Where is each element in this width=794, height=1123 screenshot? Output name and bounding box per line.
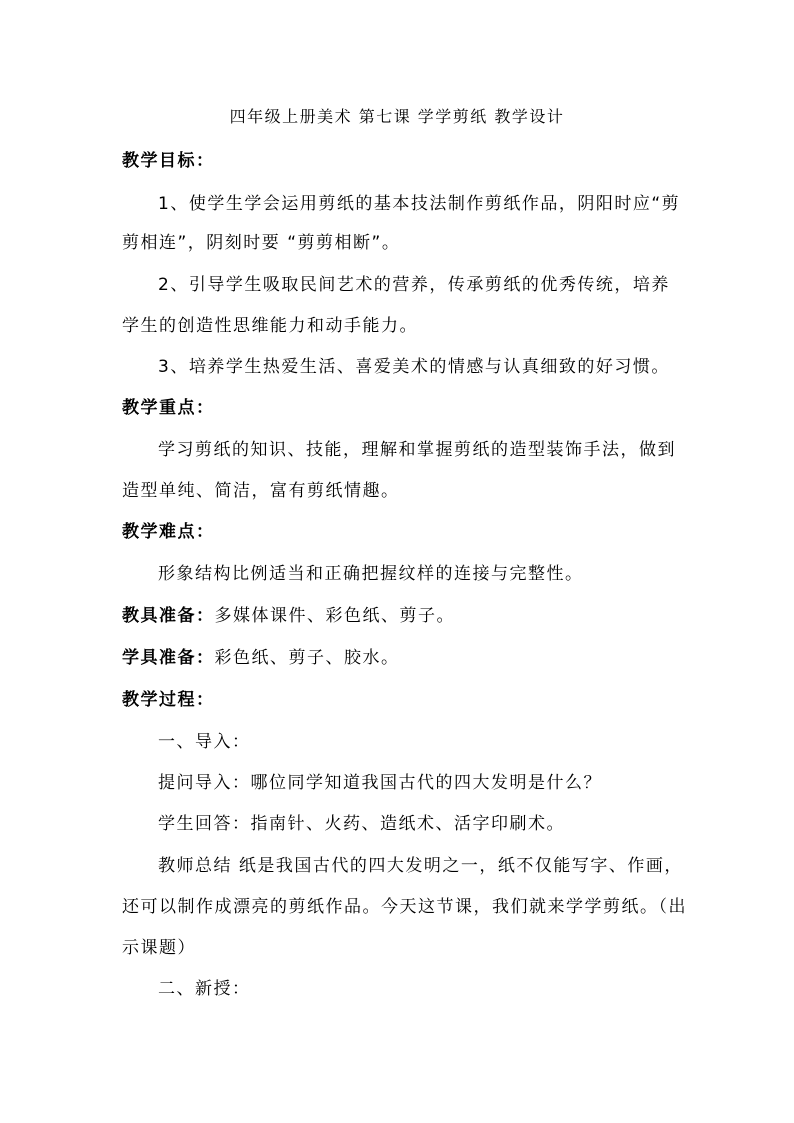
- key-points-line-2: 造型单纯、简洁，富有剪纸情趣。: [122, 481, 400, 501]
- teacher-tools-label: 教具准备：: [122, 606, 215, 626]
- key-points-heading: 教学重点：: [122, 398, 215, 418]
- student-tools-label: 学具准备：: [122, 648, 215, 668]
- objectives-heading: 教学目标：: [122, 151, 215, 171]
- document-title: 四年级上册美术 第七课 学学剪纸 教学设计: [229, 107, 565, 126]
- objective-1-line-2: 剪相连”，阴刻时要 “剪剪相断”。: [122, 233, 401, 253]
- process-summary-line-1: 教师总结 纸是我国古代的四大发明之一，纸不仅能写字、作画，: [158, 856, 683, 876]
- teacher-tools-text: 多媒体课件、彩色纸、剪子。: [214, 606, 455, 626]
- process-answer: 学生回答：指南针、火药、造纸术、活字印刷术。: [158, 814, 565, 834]
- process-part-2: 二、新授：: [158, 979, 251, 999]
- student-tools: [122, 645, 400, 671]
- difficulties-heading: 教学难点：: [122, 522, 215, 542]
- process-question: 提问导入：哪位同学知道我国古代的四大发明是什么？: [158, 773, 602, 793]
- difficulties-line-1: 形象结构比例适当和正确把握纹样的连接与完整性。: [158, 564, 584, 584]
- objective-2-line-1: 2、引导学生吸取民间艺术的营养，传承剪纸的优秀传统，培养: [158, 275, 670, 295]
- process-part-1: 一、导入：: [158, 732, 251, 752]
- process-summary-line-2: 还可以制作成漂亮的剪纸作品。今天这节课，我们就来学学剪纸。（出: [122, 897, 687, 917]
- objective-2-line-2: 学生的创造性思维能力和动手能力。: [122, 316, 418, 336]
- objective-1-line-1: 1、使学生学会运用剪纸的基本技法制作剪纸作品，阴阳时应“剪: [158, 194, 681, 214]
- teacher-tools: [122, 603, 455, 629]
- objective-3: 3、培养学生热爱生活、喜爱美术的情感与认真细致的好习惯。: [158, 357, 670, 377]
- key-points-line-1: 学习剪纸的知识、技能，理解和掌握剪纸的造型装饰手法，做到: [158, 440, 676, 460]
- student-tools-text: 彩色纸、剪子、胶水。: [214, 648, 400, 668]
- process-heading: 教学过程：: [122, 690, 215, 710]
- process-summary-line-3: 示课题）: [122, 938, 196, 958]
